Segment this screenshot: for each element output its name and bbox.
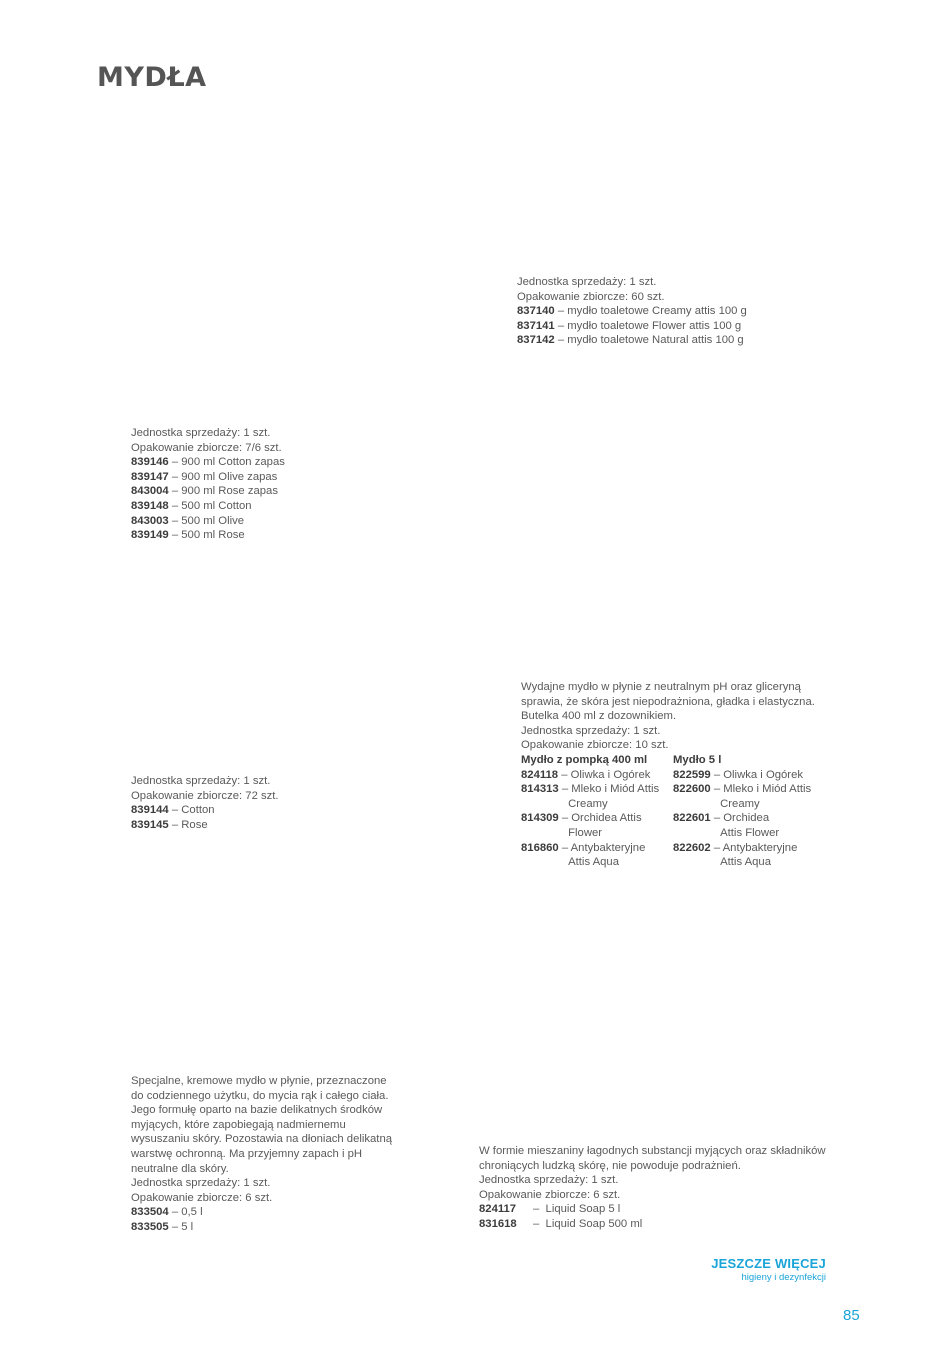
description-line: W formie mieszaniny łagodnych substancji myjących oraz składników [479,1145,826,1157]
product-line [131,499,285,514]
product-line [517,333,747,348]
bulk-package-text: Opakowanie zbiorcze: 72 szt. [131,789,279,802]
product-code: 833505 [131,1220,169,1233]
product-code: 837141 [517,319,555,332]
bulk-package-text: Opakowanie zbiorcze: 60 szt. [517,290,665,303]
bulk-package-text: Opakowanie zbiorcze: 6 szt. [131,1191,273,1204]
product-code: 837142 [517,334,555,347]
sales-unit-text: Jednostka sprzedaży: 1 szt. [521,724,661,737]
product-desc: – Oliwka i Ogórek [558,768,651,781]
product-line [479,1217,826,1232]
product-line [131,818,279,833]
product-desc: – Mleko i Miód Attis Creamy [713,783,812,810]
sales-unit-text: Jednostka sprzedaży: 1 szt. [479,1174,619,1187]
more-hygiene-link[interactable] [711,1256,826,1283]
product-columns [521,753,825,870]
description-line: neutralne dla skóry. [131,1162,229,1175]
description-line: chroniących ludzką skórę, nie powoduje podrażnień. [479,1159,741,1172]
product-desc: – Oliwka i Ogórek [710,768,803,781]
product-line [479,1202,826,1217]
sales-unit-text: Jednostka sprzedaży: 1 szt. [131,775,271,787]
bulk-package-text: Opakowanie zbiorcze: 10 szt. [521,739,669,752]
product-desc: – 500 ml Olive [168,514,245,527]
product-block-cream-soap [131,1074,392,1235]
product-line [131,484,285,499]
product-line [521,768,673,783]
product-line [673,782,825,811]
product-desc: – 900 ml Olive zapas [168,470,278,483]
product-block-liquid-soap-refill [131,426,285,543]
product-desc: – mydło toaletowe Flower attis 100 g [554,319,742,332]
description-line: Wydajne mydło w płynie z neutralnym pH oraz gliceryną [521,681,801,693]
product-desc: – 900 ml Rose zapas [168,485,278,498]
product-code: 824117 [479,1203,517,1216]
product-code: 822601 [673,812,711,825]
product-line [131,455,285,470]
description-line: Butelka 400 ml z dozownikiem. [521,710,677,723]
product-code: 822602 [673,841,711,854]
more-title: JESZCZE WIĘCEJ [711,1256,826,1271]
description-line: warstwę ochronną. Ma przyjemny zapach i pH [131,1147,363,1160]
description-line: Specjalne, kremowe mydło w płynie, przeznaczone [131,1075,387,1087]
description-line: wysuszaniu skóry. Pozostawia na dłoniach delikatną [131,1133,393,1146]
page-number: 85 [843,1307,860,1324]
product-block-attis-liquid-soap [521,680,825,870]
product-desc: – 5 l [168,1220,194,1233]
product-desc: – Liquid Soap 5 l [533,1203,621,1216]
product-desc: – 500 ml Rose [168,529,245,542]
product-line [517,304,747,319]
product-line [131,1205,392,1220]
product-code: 816860 [521,841,559,854]
product-code: 839149 [131,529,169,542]
product-desc: – 500 ml Cotton [168,499,252,512]
product-desc: – mydło toaletowe Creamy attis 100 g [554,305,747,318]
sales-unit-text: Jednostka sprzedaży: 1 szt. [517,276,657,288]
product-code: 839145 [131,818,169,831]
column-header: Mydło 5 l [673,753,722,766]
sales-unit-text: Jednostka sprzedaży: 1 szt. [131,1177,271,1190]
product-code: 839147 [131,470,169,483]
product-block-cotton-rose [131,774,279,832]
product-desc: – Liquid Soap 500 ml [533,1217,643,1230]
product-line [521,841,673,870]
product-desc: – Mleko i Miód Attis Creamy [561,783,660,810]
bulk-package-text: Opakowanie zbiorcze: 6 szt. [479,1188,621,1201]
product-code: 843003 [131,514,169,527]
product-desc: – 0,5 l [168,1206,203,1219]
product-line [131,470,285,485]
product-line [673,811,825,840]
product-code: 839148 [131,499,169,512]
column-5l [673,753,825,870]
product-desc: – Orchidea Attis Flower [713,812,780,839]
product-code: 831618 [479,1217,517,1230]
product-line [131,514,285,529]
product-desc: – 900 ml Cotton zapas [168,456,285,469]
product-code: 839144 [131,804,169,817]
product-line [521,782,673,811]
product-desc: – Cotton [168,804,215,817]
product-block-liquid-soap [479,1144,826,1232]
product-line [131,528,285,543]
bulk-package-text: Opakowanie zbiorcze: 7/6 szt. [131,441,282,454]
product-desc: – mydło toaletowe Natural attis 100 g [554,334,744,347]
product-code: 843004 [131,485,169,498]
product-line [673,768,825,783]
product-line [131,803,279,818]
product-line [131,1220,392,1235]
product-code: 814309 [521,812,559,825]
product-desc: – Orchidea Attis Flower [561,812,642,839]
more-subtitle: higieny i dezynfekcji [741,1272,826,1283]
sales-unit-text: Jednostka sprzedaży: 1 szt. [131,427,271,439]
product-code: 824118 [521,768,559,781]
column-header: Mydło z pompką 400 ml [521,753,648,766]
product-line [517,319,747,334]
product-code: 837140 [517,305,555,318]
product-line [673,841,825,870]
product-code: 822600 [673,783,711,796]
description-line: sprawia, że skóra jest niepodrażniona, gładka i elastyczna. [521,695,815,708]
product-code: 839146 [131,456,169,469]
description-line: myjących, które zapobiegają nadmiernemu [131,1118,346,1131]
product-desc: – Rose [168,818,208,831]
product-desc: – Antybakteryjne Attis Aqua [561,841,646,869]
product-line [521,811,673,840]
description-line: do codziennego użytku, do mycia rąk i całego ciała. [131,1089,389,1102]
product-block-bar-soap [517,275,747,348]
description-line: Jego formułę oparto na bazie delikatnych środków [131,1104,383,1117]
product-code: 833504 [131,1206,169,1219]
product-code: 814313 [521,783,559,796]
product-code: 822599 [673,768,711,781]
column-pump-400ml [521,753,673,870]
page-title: MYDŁA [97,62,207,93]
product-desc: – Antybakteryjne Attis Aqua [713,841,798,869]
